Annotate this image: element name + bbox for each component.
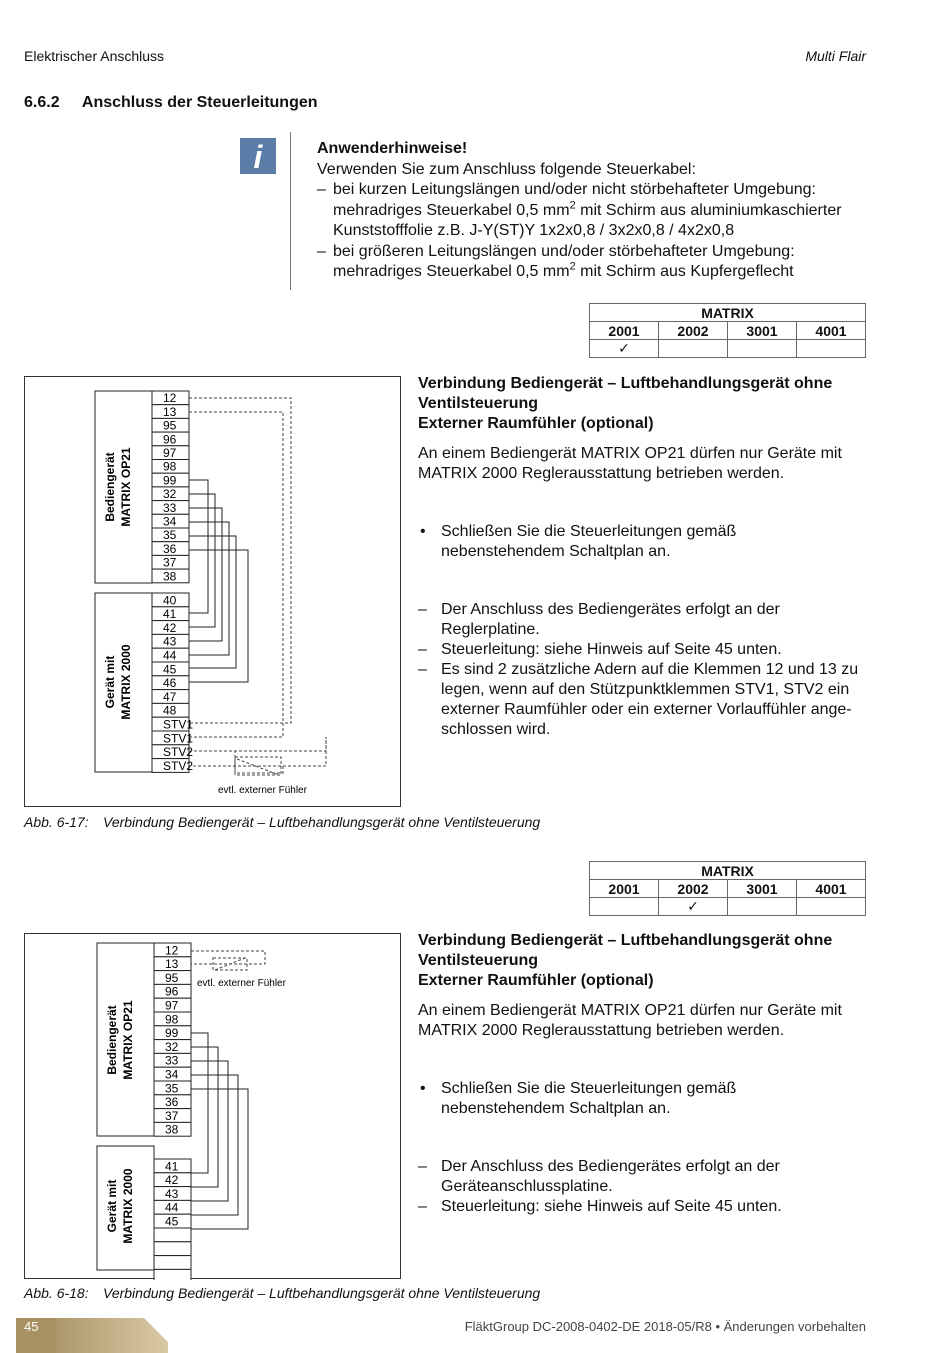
terminal-label: 96: [163, 432, 177, 447]
terminal-cell: [154, 1242, 191, 1256]
terminal-label: 95: [165, 970, 179, 985]
note-intro: Verwenden Sie zum Anschluss folgende Steuerkabel:: [317, 160, 696, 178]
header-right: Multi Flair: [805, 48, 866, 64]
terminal-label: 13: [165, 957, 179, 972]
terminal-label: 46: [163, 676, 177, 691]
terminal-label: 98: [165, 1012, 179, 1027]
sensor-label: evtl. externer Fühler: [197, 978, 286, 989]
section-title: Anschluss der Steuerleitungen: [81, 94, 318, 111]
matrix-col: 2002: [659, 322, 728, 340]
terminal-label: 42: [163, 620, 177, 635]
terminal-label: 38: [163, 569, 177, 584]
terminal-label: 97: [165, 998, 179, 1013]
terminal-label: 34: [165, 1067, 179, 1082]
terminal-label: 32: [165, 1039, 179, 1054]
terminal-label: 12: [165, 943, 179, 958]
bullet-item: • Schließen Sie die Steuerleitungen gemäß nebenstehendem Schaltplan an.: [418, 1079, 878, 1119]
unit-label: Gerät mit: [105, 1179, 119, 1233]
matrix-table: [589, 303, 866, 358]
terminal-label: STV2: [163, 758, 194, 773]
instruction-text: [418, 931, 878, 1217]
page-number: 45: [24, 1319, 39, 1334]
terminal-label: 41: [163, 607, 177, 622]
terminal-label: 13: [163, 404, 177, 419]
terminal-label: 36: [165, 1095, 179, 1110]
note-title: Anwenderhinweise!: [317, 140, 468, 157]
terminal-label: 44: [165, 1200, 179, 1215]
check-mark: [728, 898, 797, 916]
check-mark: [797, 898, 866, 916]
check-mark: [797, 340, 866, 358]
wiring-diagram: [24, 376, 401, 807]
wiring-diagram: [24, 933, 401, 1279]
device-label: Bediengerät: [105, 1005, 119, 1075]
check-mark: ✓: [659, 898, 728, 916]
text-heading: Verbindung Bediengerät – Luftbehandlungsgerät ohne Ventilsteuerung Externer Raumfühler (optional): [418, 932, 833, 989]
device-label: MATRIX OP21: [121, 1000, 135, 1080]
terminal-label: 37: [165, 1108, 179, 1123]
terminal-label: STV1: [163, 731, 194, 746]
terminal-label: 96: [165, 984, 179, 999]
terminal-label: 95: [163, 418, 177, 433]
dash-item: – Der Anschluss des Bediengerätes erfolgt an der Geräteanschlussplatine.: [418, 1157, 878, 1197]
terminal-label: 99: [163, 473, 177, 488]
terminal-label: 37: [163, 555, 177, 570]
terminal-cell: [154, 1256, 191, 1270]
terminal-label: 12: [163, 391, 177, 406]
terminal-label: 32: [163, 487, 177, 502]
footer-right: FläktGroup DC-2008-0402-DE 2018-05/R8 • Änderungen vorbehalten: [464, 1319, 866, 1334]
terminal-cell: [154, 1269, 191, 1280]
terminal-label: 45: [165, 1214, 179, 1229]
matrix-col: 4001: [797, 322, 866, 340]
terminal-label: 47: [163, 689, 177, 704]
dash-item: – Es sind 2 zusätzliche Adern auf die Klemmen 12 und 13 zu legen, wenn auf den Stützpunktklemmen STV1, STV2 ein externer Raumfühler oder ein externer Vorlauffühler ange- schlossen wird.: [418, 660, 878, 740]
terminal-label: 43: [163, 634, 177, 649]
terminal-label: 99: [165, 1026, 179, 1041]
terminal-label: STV2: [163, 745, 194, 760]
terminal-label: 45: [163, 662, 177, 677]
matrix-table: [589, 861, 866, 916]
terminal-label: 35: [165, 1081, 179, 1096]
terminal-label: 38: [165, 1122, 179, 1137]
matrix-title: MATRIX: [590, 862, 866, 880]
svg-text:i: i: [253, 139, 263, 174]
device-label: MATRIX OP21: [119, 447, 133, 527]
check-mark: [590, 898, 659, 916]
check-mark: ✓: [590, 340, 659, 358]
terminal-cell: [154, 1228, 191, 1242]
bullet-item: • Schließen Sie die Steuerleitungen gemäß nebenstehendem Schaltplan an.: [418, 522, 878, 562]
figure-caption: Abb. 6-18: Verbindung Bediengerät – Luftbehandlungsgerät ohne Ventilsteuerung: [24, 1285, 541, 1301]
matrix-col: 2001: [590, 322, 659, 340]
text-paragraph: An einem Bediengerät MATRIX OP21 dürfen nur Geräte mit MATRIX 2000 Reglerausstattung betrieben werden.: [418, 1002, 842, 1039]
matrix-col: 4001: [797, 880, 866, 898]
terminal-label: 42: [165, 1173, 179, 1188]
terminal-label: 36: [163, 541, 177, 556]
terminal-label: 33: [163, 500, 177, 515]
unit-label: MATRIX 2000: [121, 1168, 135, 1244]
note-item: – bei größeren Leitungslängen und/oder störbehafteter Umgebung: mehradriges Steuerkabel 0,5 $mm^2$ mit Schirm aus Kupfergeflecht: [317, 242, 877, 283]
header-left: Elektrischer Anschluss: [24, 48, 165, 64]
matrix-col: 3001: [728, 322, 797, 340]
text-paragraph: An einem Bediengerät MATRIX OP21 dürfen nur Geräte mit MATRIX 2000 Reglerausstattung betrieben werden.: [418, 445, 842, 482]
matrix-title: MATRIX: [590, 304, 866, 322]
user-note: [317, 139, 877, 283]
terminal-label: 98: [163, 459, 177, 474]
terminal-label: STV1: [163, 717, 194, 732]
text-heading: Verbindung Bediengerät – Luftbehandlungsgerät ohne Ventilsteuerung Externer Raumfühler (optional): [418, 375, 833, 432]
figure-caption: Abb. 6-17: Verbindung Bediengerät – Luftbehandlungsgerät ohne Ventilsteuerung: [24, 814, 541, 830]
terminal-label: 40: [163, 593, 177, 608]
section-heading: [24, 94, 318, 112]
matrix-col: 2002: [659, 880, 728, 898]
dash-item: – Steuerleitung: siehe Hinweis auf Seite 45 unten.: [418, 640, 878, 660]
footer-tab: [16, 1318, 168, 1353]
terminal-label: 44: [163, 648, 177, 663]
terminal-label: 43: [165, 1186, 179, 1201]
terminal-label: 35: [163, 528, 177, 543]
matrix-col: 3001: [728, 880, 797, 898]
terminal-label: 33: [165, 1053, 179, 1068]
instruction-text: [418, 374, 878, 740]
terminal-label: 97: [163, 446, 177, 460]
matrix-col: 2001: [590, 880, 659, 898]
check-mark: [659, 340, 728, 358]
dash-item: – Steuerleitung: siehe Hinweis auf Seite 45 unten.: [418, 1197, 878, 1217]
terminal-label: 41: [165, 1159, 179, 1174]
check-mark: [728, 340, 797, 358]
unit-label: Gerät mit: [103, 655, 117, 709]
terminal-label: 34: [163, 514, 177, 529]
dash-item: – Der Anschluss des Bediengerätes erfolgt an der Reglerplatine.: [418, 600, 878, 640]
sensor-label: evtl. externer Fühler: [218, 785, 307, 796]
section-number: 6.6.2: [24, 94, 60, 111]
terminal-label: 48: [163, 703, 177, 718]
device-label: Bediengerät: [103, 452, 117, 522]
note-item: – bei kurzen Leitungslängen und/oder nicht störbehafteter Umgebung: mehradriges Steuerkabel 0,5 $mm^2$ mit Schirm aus aluminiumkaschierter Kunststofffolie z.B. J-Y(ST)Y 1x2x0,8 / 3x2x0,8 / 4x2x0,8: [317, 180, 877, 242]
info-icon: [240, 138, 276, 174]
unit-label: MATRIX 2000: [119, 644, 133, 720]
note-divider: [290, 132, 291, 290]
